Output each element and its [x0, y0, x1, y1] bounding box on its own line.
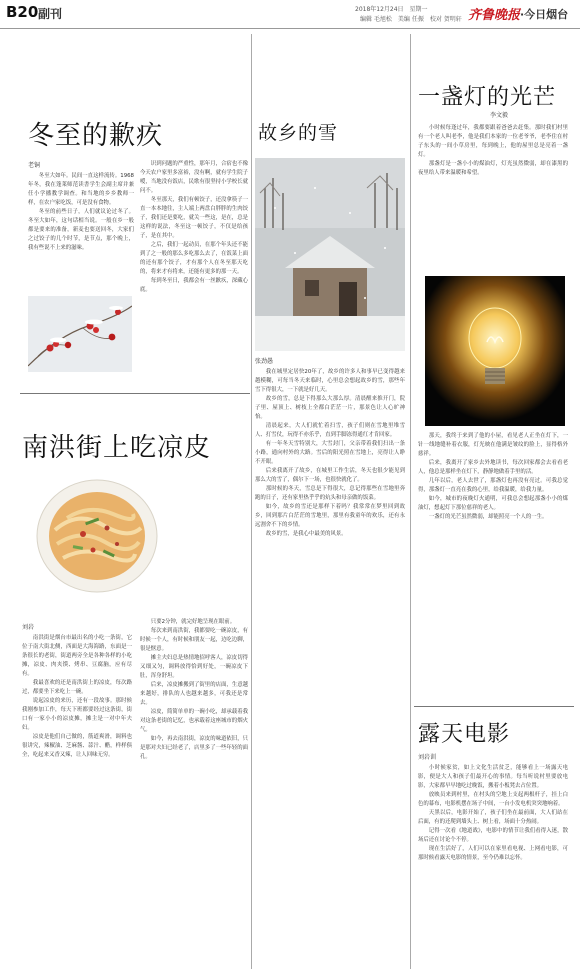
paragraph: 小时候每逢过年，我都要跟着爸爸去赶集。那时我们村里有一个老人叫老李，他是我们本家的一位老爷爷，老李住在村子东头的一间小草房里，每到晚上，他的屋里总是亮着一盏灯。 [418, 125, 568, 158]
column-divider [410, 34, 411, 969]
article-body-winter-solstice [28, 172, 134, 290]
paragraph: 冬至那天，我们有顿饺子，还没拿筷子一直一本本地往，主人端上两盘白胖胖的生肉饺子，我们还是要吃，就关一些这，是在，总是这样的说法，冬至这一顿饺子，不仅是给孩子，是在其中。 [140, 197, 248, 239]
paragraph: 摊主夫妇总是热情地招呼客人，凉皮切得又细又匀，调料放得恰到好处，一碗凉皮下肚，浑身舒坦。 [140, 655, 248, 679]
article-title-winter-solstice: 冬至的歉疚 [28, 121, 164, 151]
winter-berries-photo [28, 296, 132, 372]
author-open-air-movie: 刘岩训 [418, 754, 437, 761]
newspaper-brand: 齐鲁晚报 [468, 8, 521, 23]
paragraph: 凉皮是他们自己做的，筋道爽滑，调料也很讲究，辣椒油、芝麻酱、蒜汁、醋，样样俱全，吃起来又香又辣，让人回味无穷。 [22, 734, 132, 758]
snowy-village-photo [255, 158, 405, 351]
article-body-lamp-light [418, 124, 568, 272]
paragraph: 只要2分钟，就完好地呈现在眼前。 [150, 619, 236, 625]
article-title-hometown-snow: 故乡的雪 [258, 122, 339, 144]
paragraph: 那盏灯是一盏小小的煤油灯，灯光虽然微弱，却在漆黑的夜里给人带来温暖和希望。 [418, 161, 568, 176]
author-winter-solstice: 老铜 [28, 162, 41, 169]
cold-noodle-photo [33, 470, 161, 598]
column-divider [251, 34, 252, 969]
brand-tag: ·今日烟台 [520, 8, 569, 21]
paragraph: 我最喜欢的还是南洪街上的凉皮，每次路过，都要坐下来吃上一碗。 [22, 680, 132, 695]
paragraph: 小时候家贫，如上文化生活贫乏，能够看上一场露天电影，便是大人和孩子们最开心的事情。每当听说村里要放电影，大家都早早地吃过晚饭，搬着小板凳去占位置。 [418, 765, 568, 789]
editors-line: 编辑 毛旭松 美编 任振 校对 贺明轩 [360, 16, 462, 23]
paragraph: 后来，凉皮摊搬到了街里的店面，生意越来越好，排队的人也越来越多，可我还是常去。 [140, 682, 248, 706]
paragraph: 那天，我终于来到了他的小屋，看见老人正坐在灯下，一针一线地缝补着衣服，灯光映在他满是皱纹的脸上，显得格外慈祥。 [418, 433, 568, 457]
paragraph: 后来，我离开了家乡去外地读书，每次回家都会去看看老人，他总是那样坐在灯下，静静地做着手里的活。 [418, 460, 568, 475]
paragraph: 一盏灯的光芒虽然微弱，却能照亮一个人的一生。 [428, 514, 548, 520]
paragraph: 故乡的雪，是我心中最美的风景。 [265, 531, 347, 537]
article-title-open-air-movie: 露天电影 [418, 722, 511, 747]
paragraph: 冬至的前些日子，人们就议论过冬了。冬至大如年，这句话相当说。一般在乡一般都是要来的准备，新麦也要送回冬，大家们之过饺子的几个时节，是节点，那个晚上，我有些说不上来的滋味。 [28, 209, 134, 251]
page-number: B20 [6, 3, 39, 21]
paragraph: 如今，再去南洪街，凉皮的味道依旧，只是那对夫妇已经老了，店里多了一些年轻的面孔。 [140, 736, 248, 760]
article-body-hometown-snow [255, 368, 405, 968]
paragraph: 几年以后，老人去世了，那盏灯也再没有亮过。可我总觉得，那盏灯一直亮在我的心里，给我温暖，给我力量。 [418, 478, 568, 493]
paragraph: 凉皮，简简单单的一碗小吃，却承载着我对这条老街的记忆，也承载着这座城市的烟火气。 [140, 709, 248, 733]
section-name: 副刊 [38, 7, 63, 21]
paragraph: 之后，我们一起动员，在那个年头还不能到了之一般的那么多吃那么去了，在饭菜上面的还有那个饺子，才有那个人在冬至那天吃的，将来才有将来，还能有更多的那一天。 [140, 242, 248, 275]
article-title-cold-noodles: 南洪街上吃凉皮 [22, 433, 212, 463]
paragraph: 每到冬至日，我都会有一丝歉疚，深藏心底。 [140, 278, 248, 293]
paragraph: 我在城里定居快20年了，故乡的许多人和事早已变得越来越模糊，可每当冬天来临时，心里总会想起故乡的雪，那些年雪下得很大，一下就是好几天。 [255, 369, 405, 393]
paragraph: 现在生活好了，人们可以在家里看电视、上网看电影，可那时候看露天电影的情景，至今仍难以忘怀。 [418, 846, 568, 861]
paragraph: 冬至大如年。民间一直这样流传。1968年冬，我在蓬莱师范读書学生会副主席并兼任小学播教学调查。和当地的乡乡教师一样，在农户家吃饭，可是没有食物。 [28, 173, 134, 206]
divider [414, 706, 574, 707]
paragraph: 说起凉皮的来历，还有一段故事。那时候我刚参加工作，每天下班都要经过这条街，街口有一家小小的凉皮摊，摊主是一对中年夫妇。 [22, 698, 132, 731]
author-hometown-snow: 张劲愚 [255, 358, 274, 365]
article-title-lamp-light: 一盏灯的光芒 [418, 85, 557, 110]
paragraph: 如今，城市的夜晚灯火通明，可我总会想起那盏小小的煤油灯，想起灯下那位慈祥的老人。 [418, 496, 568, 511]
paragraph: 天黑以后，电影开始了，孩子们坐在最前面，大人们站在后面，有的还爬到墙头上、树上看，场面十分热闹。 [418, 810, 568, 825]
paragraph: 记得一次看《地道战》，电影中的情节让我们看得入迷，散场后还在讨论个不停。 [418, 828, 568, 843]
paragraph: 故乡的雪，总是下得那么大那么厚。清晨醒来推开门，院子里、屋顶上、树枝上全都白茫茫一片，那景色让人心旷神怡。 [255, 396, 405, 420]
article-body-lamp-light-cont [418, 432, 568, 702]
article-body-cold-noodles-cont [140, 618, 248, 968]
light-bulb-photo [425, 276, 565, 426]
paragraph: 清晨起来，大人们就忙着扫雪，孩子们则在雪地里堆雪人、打雪仗，玩得不亦乐乎，直到手脚冻得通红才肯回家。 [255, 423, 405, 438]
author-lamp-light: 李文毅 [490, 112, 509, 119]
paragraph: 南洪街是烟台市最出名的小吃一条街，它位于南大街北侧，西面是大海海路，东面是一条很长的老街，街道两旁全是各种各样的小吃摊，凉皮、肉夹馍、烤串、豆腐脑，应有尽有。 [22, 635, 132, 677]
paragraph: 有一年冬天雪特别大，大雪封门，父亲带着我们扫出一条小路，通向村外的大路。雪后的阳光照在雪地上，亮得让人睁不开眼。 [255, 441, 405, 465]
paragraph: 如今，故乡的雪还是那样下着吗？我常常在梦里回到故乡，回到那片白茫茫的雪地里，那里有我童年的欢乐，还有永远割舍不下的乡情。 [255, 504, 405, 528]
divider [20, 393, 250, 394]
article-body-winter-solstice-cont [140, 160, 248, 375]
paragraph: 后来我离开了故乡，在城里工作生活，冬天也很少能见到那么大的雪了，偶尔下一场，也很快就化了。 [255, 468, 405, 483]
paragraph: 那时候的冬天，雪总是下得很大，总记得那些在雪地里奔跑的日子，还有家里热乎乎的炕头和母亲做的饭菜。 [255, 486, 405, 501]
author-cold-noodles: 刘岩 [22, 624, 35, 631]
paragraph: 识到问题的严重性，那年月，合宿也不像今天农户家里多富裕，没有啊，就有学生院子嗳，当地没有饭店，民歌有很坚持小学校长就问不。 [140, 161, 248, 194]
paragraph: 每次来到南洪街，我都要吃一碗凉皮，有时候一个人，有时候和朋友一起，边吃边聊，很是惬意。 [140, 628, 248, 652]
date-line: 2018年12月24日 星期一 [355, 6, 428, 13]
article-body-cold-noodles [22, 634, 132, 969]
article-body-open-air-movie [418, 764, 568, 969]
paragraph: 放映员来到村里，在村头的空地上支起两根杆子，挂上白色的幕布，电影机摆在场子中间，一台小发电机突突地响着。 [418, 792, 568, 807]
